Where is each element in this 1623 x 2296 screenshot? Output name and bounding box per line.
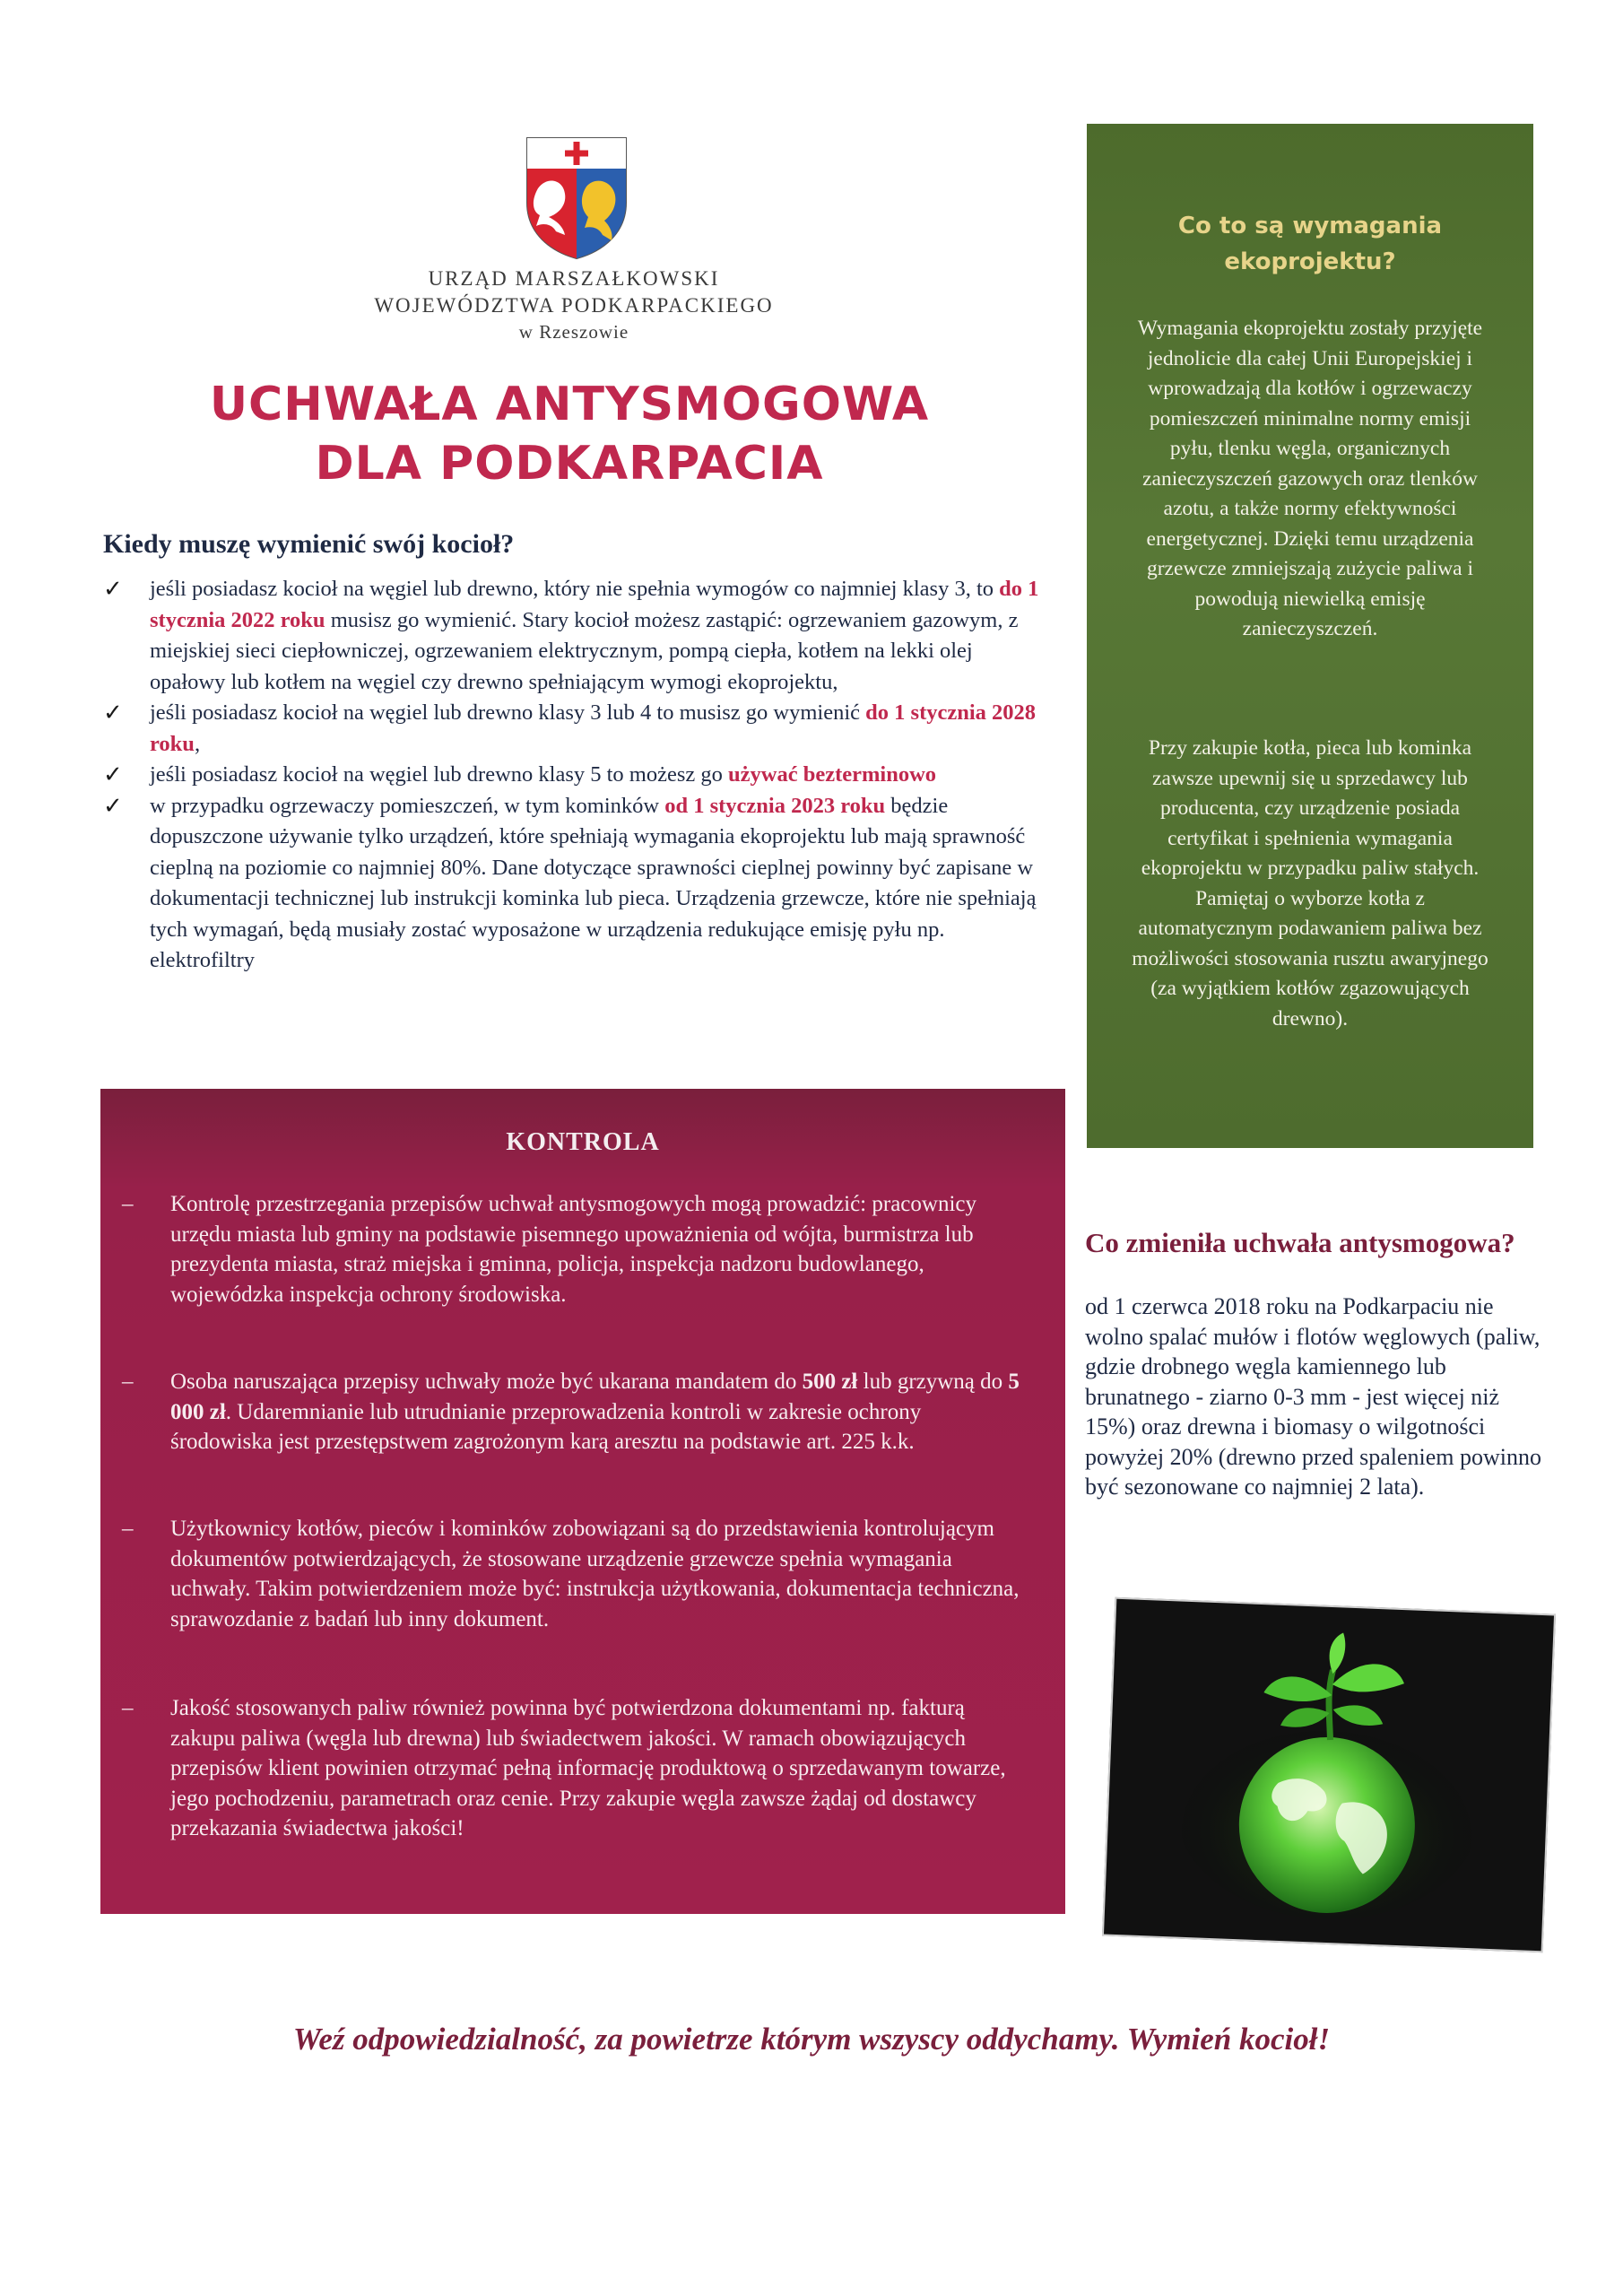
dash-bullet: – [122,1370,134,1394]
date-highlight: używać bezterminowo [728,762,937,787]
item-text: jeśli posiadasz kocioł na węgiel lub drewno klasy 3 lub 4 to musisz go wymienić [150,700,866,725]
kontrola-item [122,1367,1028,1457]
kontrola-title: KONTROLA [506,1128,660,1156]
item-text: , [194,731,201,756]
kontrola-item-text [170,1367,1028,1457]
item-text: jeśli posiadasz kocioł na węgiel lub drewno, który nie spełnia wymogów co najmniej klasy 3, to [150,577,1000,601]
office-line-2: WOJEWÓDZTWA PODKARPACKIEGO [374,294,774,317]
kontrola-item [122,1189,1028,1309]
title-line-1: UCHWAŁA ANTYSMOGOWA [209,378,930,431]
ecodesign-question: Co to są wymagania ekoprojektu? [1177,213,1443,275]
kontrola-item [122,1514,1028,1634]
item-text: będzie dopuszczone używanie tylko urządzeń, które spełniają wymagania ekoprojektu lub mają sprawność cieplną na poziomie co najmniej 80%. Dane dotyczące sprawności cieplnej powinny być zapisane w dokumentacji technicznej lub instrukcji kominka lub pieca. Urządzenia grzewcze, które nie spełniają tych wymagań, będą musiały zostać wyposażone w urządzenia redukujące emisję pyłu np. elektrofiltry [150,793,1037,972]
text-segment: . Udaremnianie lub utrudnianie przeprowadzenia kontroli w zakresie ochrony środowiska jest przestępstwem zagrożonym karą aresztu na podstawie art. 225 k.k. [170,1399,922,1454]
list-item [103,574,1040,698]
when-heading: Kiedy muszę wymienić swój kocioł? [103,529,515,559]
footer-slogan: Weź odpowiedzialność, za powietrze którym wszyscy oddychamy. Wymień kocioł! [292,2022,1331,2057]
kontrola-item-text: Użytkownicy kotłów, pieców i kominków zobowiązani są do przedstawienia kontrolującym dokumentów potwierdzających, że stosowane urządzenie grzewcze spełnia wymagania uchwały. Takim potwierdzeniem może być: instrukcja użytkowania, dokumentacja techniczna, sprawozdanie z badań lub inny dokument. [170,1517,1020,1631]
check-icon: ✓ [103,700,123,726]
date-highlight: od 1 stycznia 2023 roku [664,793,886,818]
changes-body: od 1 czerwca 2018 roku na Podkarpaciu nie wolno spalać mułów i flotów węglowych (paliw, gdzie drobnego węgla kamiennego lub brunatnego - ziarno 0-3 mm - jest więcej niż 15%) oraz drewna i biomasy o wilgotności powyżej 20% (drewno przed spaleniem powinno być sezonowane co najmniej 2 lata). [1085,1293,1542,1500]
date-highlight: do 1 stycznia 2022 roku [150,577,1039,632]
list-item [103,760,1040,791]
coat-of-arms-icon [522,135,631,260]
ecodesign-paragraph-2: Przy zakupie kotła, pieca lub kominka zawsze upewnij się u sprzedawcy lub producenta, czy urządzenie posiada certyfikat i spełnienia wymagania ekoprojektu w przypadku paliw stałych. Pamiętaj o wyborze kotła z automatycznym podawaniem paliwa bez możliwości stosowania rusztu awaryjnego (za wyjątkiem kotłów zgazowujących drewno). [1132,736,1488,1031]
check-icon: ✓ [103,576,123,603]
kontrola-item [122,1693,1028,1844]
title-line-2: DLA PODKARPACIA [315,437,824,491]
check-icon: ✓ [103,792,123,820]
item-text: musisz go wymienić. Stary kocioł możesz zastąpić: ogrzewaniem gazowym, z miejskiej sieci ciepłowniczej, ogrzewaniem elektrycznym, pompą ciepła, kotłem na lekki olej opałowy lub kotłem na węgiel czy drewno spełniającym wymogi ekoprojektu, [150,607,1019,694]
ecodesign-paragraph-1: Wymagania ekoprojektu zostały przyjęte jednolicie dla całej Unii Europejskiej i wprowadzają dla kotłów i ogrzewaczy pomieszczeń minimalne normy emisji pyłu, tlenku węgla, organicznych zanieczyszczeń gazowych oraz tlenków azotu, a także normy efektywności energetycznej. Dzięki temu urządzenia grzewcze zmniejszają zużycie paliwa i powodują niewielką emisję zanieczyszczeń. [1137,317,1483,640]
page-title [135,375,1004,493]
dash-bullet: – [122,1192,134,1216]
office-name [251,265,897,344]
office-line-1: URZĄD MARSZAŁKOWSKI [428,267,720,290]
list-item [103,698,1040,760]
text-segment: Osoba naruszająca przepisy uchwały może być ukarana mandatem do [170,1370,803,1394]
fine-amount: 5 000 zł [170,1370,1020,1424]
fine-amount: 500 zł [802,1370,858,1394]
check-icon: ✓ [103,761,123,788]
kontrola-item-text: Jakość stosowanych paliw również powinna być potwierdzona dokumentami np. fakturą zakupu paliwa (węgla lub drewna) lub świadectwem jakości. W ramach obowiązujących przepisów klient powinien otrzymać pełną informację produktową o sprzedawanym towarze, jego pochodzeniu, parametrach oraz cenie. Przy zakupie węgla zawsze żądaj od dostawcy przekazania świadectwa jakości! [170,1696,1006,1840]
item-text: w przypadku ogrzewaczy pomieszczeń, w tym kominków [150,793,665,818]
dash-bullet: – [122,1696,134,1720]
date-highlight: do 1 stycznia 2028 roku [150,700,1037,756]
changes-heading: Co zmieniła uchwała antysmogowa? [1085,1227,1515,1258]
office-line-3: w Rzeszowie [518,321,629,343]
text-segment: lub grzywną do [857,1370,1009,1394]
kontrola-item-text: Kontrolę przestrzegania przepisów uchwał antysmogowych mogą prowadzić: pracownicy urzędu miasta lub gminy na podstawie pisemnego upoważnienia od wójta, burmistrza lub prezydenta miasta, straż miejska i gminna, policja, inspekcja nadzoru budowlanego, wojewódzka inspekcja ochrony środowiska. [170,1192,976,1307]
list-item [103,791,1040,977]
dash-bullet: – [122,1517,134,1541]
green-globe-sprout-icon [1102,1597,1556,1953]
item-text: jeśli posiadasz kocioł na węgiel lub drewno klasy 5 to możesz go [150,762,729,787]
when-list [103,574,1040,977]
